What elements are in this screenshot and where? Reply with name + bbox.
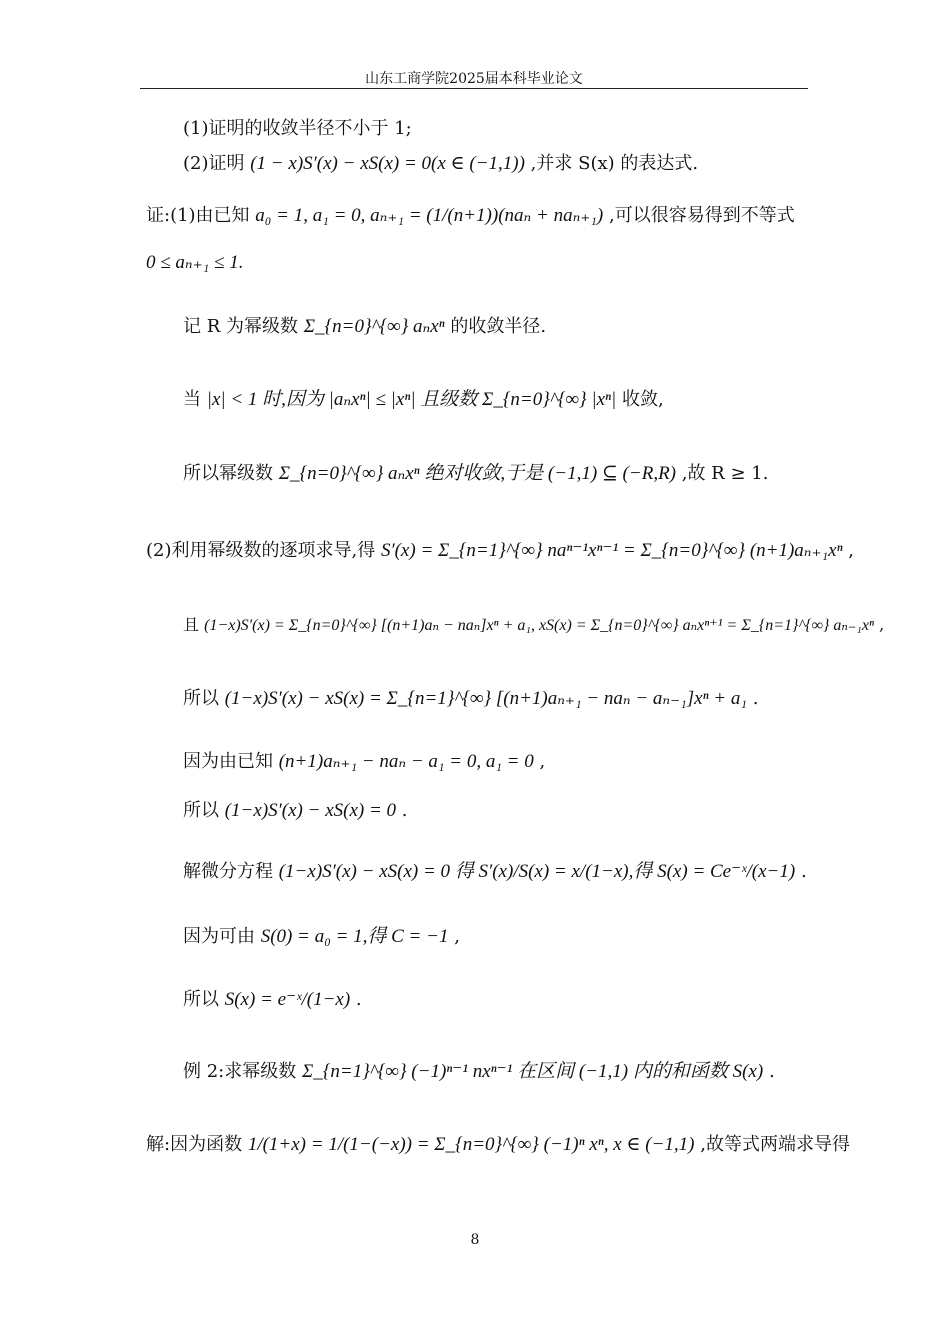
line-suffix: . — [752, 688, 759, 709]
line-math: S(x) = e⁻ˣ/(1−x) — [224, 989, 351, 1010]
line-1 — [183, 118, 412, 140]
line-15 — [183, 989, 362, 1011]
line-suffix: . — [355, 989, 362, 1010]
line-math: (1−x)S′(x) − xS(x) = Σ_{n=1}^{∞} [(n+1)aₙ₊₁ − naₙ − aₙ₋₁]xⁿ + a₁ — [224, 688, 747, 709]
line-prefix: (2)证明 — [183, 153, 245, 174]
line-4 — [146, 252, 243, 274]
line-10 — [183, 688, 758, 710]
line-prefix: 当 — [183, 389, 201, 410]
running-header: 山东工商学院2025届本科毕业论文 — [365, 71, 583, 87]
line-math: (1−x)S′(x) − xS(x) = 0 得 S′(x)/S(x) = x/(1−x),得 S(x) = Ce⁻ˣ/(x−1) — [278, 861, 796, 882]
header-rule — [140, 88, 808, 89]
line-7 — [183, 463, 768, 485]
line-2 — [183, 153, 698, 175]
line-prefix: 所以 — [183, 688, 219, 709]
line-math: S(0) = a₀ = 1,得 C = −1 — [260, 926, 449, 947]
line-suffix: , — [539, 751, 546, 772]
line-suffix: ,故 R ≥ 1. — [681, 463, 769, 484]
line-suffix: ,可以很容易得到不等式 — [608, 205, 795, 226]
line-17 — [146, 1134, 850, 1156]
line-suffix: . — [768, 1061, 775, 1082]
line-math: (1 − x)S′(x) − xS(x) = 0(x ∈ (−1,1)) — [250, 153, 525, 174]
line-suffix: , — [454, 926, 460, 947]
line-math: a₀ = 1, a₁ = 0, aₙ₊₁ = (1/(n+1))(naₙ + naₙ₊₁) — [255, 205, 604, 226]
line-prefix: 因为可由 — [183, 926, 255, 947]
line-prefix: 例 2:求幂级数 — [183, 1061, 297, 1082]
line-math: |x| < 1 时,因为 |aₙxⁿ| ≤ |xⁿ| 且级数 Σ_{n=0}^{∞} |xⁿ| — [206, 389, 617, 410]
line-math: (n+1)aₙ₊₁ − naₙ − a₁ = 0, a₁ = 0 — [278, 751, 534, 772]
line-11 — [183, 751, 545, 773]
line-suffix: . — [800, 861, 807, 882]
line-math: 0 ≤ aₙ₊₁ ≤ 1. — [146, 252, 244, 273]
line-suffix: 收敛, — [621, 389, 664, 410]
line-14 — [183, 926, 460, 948]
line-prefix: (2)利用幂级数的逐项求导,得 — [146, 540, 376, 561]
line-math: S′(x) = Σ_{n=1}^{∞} naⁿ⁻¹xⁿ⁻¹ = Σ_{n=0}^{∞} (n+1)aₙ₊₁xⁿ — [380, 540, 843, 561]
line-prefix: 所以 — [183, 989, 219, 1010]
line-math: Σ_{n=0}^{∞} aₙxⁿ — [303, 316, 445, 337]
line-13 — [183, 861, 807, 883]
line-prefix: 证:(1)由已知 — [146, 205, 250, 226]
line-suffix: ,故等式两端求导得 — [700, 1134, 850, 1155]
page-number: 8 — [470, 1232, 480, 1248]
line-8 — [146, 540, 854, 562]
line-text: (1)证明的收敛半径不小于 1; — [183, 118, 412, 139]
line-prefix: 解微分方程 — [183, 861, 273, 882]
line-9 — [183, 614, 884, 637]
line-16 — [183, 1061, 775, 1083]
line-prefix: 所以 — [183, 800, 219, 821]
line-math: (1−x)S′(x) = Σ_{n=0}^{∞} [(n+1)aₙ − naₙ]xⁿ + a₁, xS(x) = Σ_{n=0}^{∞} aₙxⁿ⁺¹ = Σ_{n=1}^{∞} aₙ₋₁xⁿ — [204, 617, 875, 634]
line-suffix: , — [879, 615, 885, 634]
line-math: 1/(1+x) = 1/(1−(−x)) = Σ_{n=0}^{∞} (−1)ⁿ xⁿ, x ∈ (−1,1) — [247, 1134, 695, 1155]
line-math: Σ_{n=1}^{∞} (−1)ⁿ⁻¹ nxⁿ⁻¹ 在区间 (−1,1) 内的和函数 S(x) — [301, 1061, 764, 1082]
line-prefix: 解:因为函数 — [146, 1134, 243, 1155]
line-suffix: 的收敛半径. — [450, 316, 547, 337]
line-math: Σ_{n=0}^{∞} aₙxⁿ 绝对收敛,于是 (−1,1) ⊆ (−R,R) — [278, 463, 676, 484]
line-suffix: . — [401, 800, 408, 821]
line-prefix: 记 R 为幂级数 — [183, 316, 298, 337]
line-3 — [146, 205, 795, 227]
line-prefix: 因为由已知 — [183, 751, 273, 772]
line-prefix: 且 — [183, 615, 200, 634]
line-6 — [183, 389, 664, 411]
line-math: (1−x)S′(x) − xS(x) = 0 — [224, 800, 397, 821]
line-prefix: 所以幂级数 — [183, 463, 273, 484]
line-5 — [183, 316, 546, 338]
line-suffix: , — [848, 540, 855, 561]
line-12 — [183, 800, 408, 822]
line-suffix: ,并求 S(x) 的表达式. — [530, 153, 699, 174]
